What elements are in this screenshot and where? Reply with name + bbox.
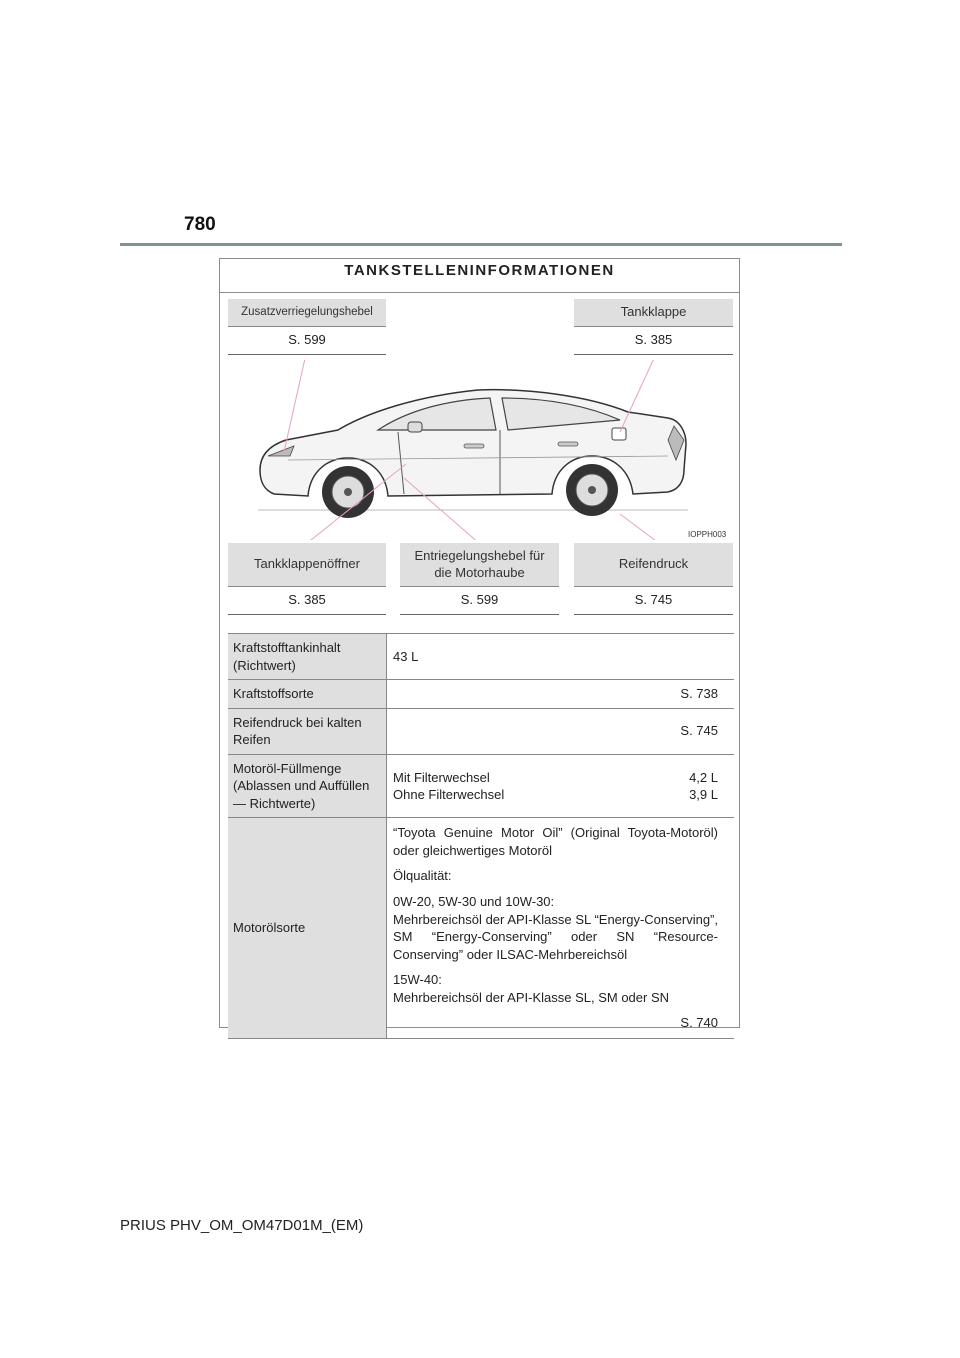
table-row	[228, 634, 734, 680]
ref-tire-pressure: S. 745	[574, 587, 733, 615]
ref-auxiliary-lever: S. 599	[228, 327, 386, 355]
row-value-capacity: 43 L	[387, 634, 735, 680]
row-value-oil-type	[387, 818, 735, 1038]
oil-without-filter-value: 3,9 L	[689, 787, 718, 803]
row-label-tire-pressure: Reifendruck bei kalten Reifen	[228, 708, 387, 754]
row-value-oil-capacity	[387, 754, 735, 818]
oil-grade-2-body: Mehrbereichsöl der API-Klasse SL, SM oder SN	[393, 989, 670, 1005]
spec-table	[228, 633, 734, 1039]
ref-hood-release: S. 599	[400, 587, 559, 615]
oil-recommendation: “Toyota Genuine Motor Oil” (Original Toyota-Motoröl) oder gleichwertiges Motoröl	[393, 825, 718, 858]
image-code: IOPPH003	[688, 530, 727, 539]
car-illustration	[228, 360, 733, 540]
oil-grade-2-head: 15W-40:	[393, 972, 442, 988]
oil-grade-1-body: Mehrbereichsöl der API-Klasse SL “Energy-Conserving”, SM “Energy-Conserving” oder SN “Resource-Conserving” oder ILSAC-Mehrbereichsöl	[393, 911, 718, 962]
row-label-fuel-type: Kraftstoffsorte	[228, 680, 387, 709]
label-hood-release: Entriegelungshebel für die Motorhaube	[400, 543, 559, 587]
row-label-oil-type: Motorölsorte	[228, 818, 387, 1038]
table-row	[228, 818, 734, 1038]
ref-fuel-door-opener: S. 385	[228, 587, 386, 615]
oil-with-filter-value: 4,2 L	[689, 769, 718, 785]
oil-grade-group-1	[393, 893, 718, 963]
row-label-capacity: Kraftstofftankinhalt (Richtwert)	[228, 634, 387, 680]
header-rule	[120, 243, 842, 246]
label-tire-pressure: Reifendruck	[574, 543, 733, 587]
oil-quality-heading: Ölqualität:	[393, 868, 452, 884]
table-row	[228, 708, 734, 754]
row-value-fuel-type: S. 738	[387, 680, 735, 709]
oil-grade-1-head: 0W-20, 5W-30 und 10W-30:	[393, 894, 555, 910]
page-number: 780	[184, 214, 216, 235]
oil-with-filter-label: Mit Filterwechsel	[393, 769, 490, 785]
row-value-tire-pressure: S. 745	[387, 708, 735, 754]
label-fuel-door: Tankklappe	[574, 299, 733, 327]
ref-fuel-door: S. 385	[574, 327, 733, 355]
oil-grade-group-2	[393, 971, 718, 1006]
footer-doc-code: PRIUS PHV_OM_OM47D01M_(EM)	[120, 1217, 364, 1234]
oil-with-filter	[393, 769, 718, 787]
page-title: TANKSTELLENINFORMATIONEN	[344, 262, 615, 279]
row-label-oil-capacity: Motoröl-Füllmenge (Ablassen und Auffüllen — Richtwerte)	[228, 754, 387, 818]
label-auxiliary-lever: Zusatzverriegelungshebel	[228, 299, 386, 327]
title-divider	[219, 292, 740, 293]
table-row	[228, 680, 734, 709]
table-row	[228, 754, 734, 818]
oil-without-filter-label: Ohne Filterwechsel	[393, 787, 505, 803]
label-fuel-door-opener: Tankklappenöffner	[228, 543, 386, 587]
oil-without-filter	[393, 786, 718, 804]
oil-type-ref: S. 740	[680, 1015, 718, 1031]
